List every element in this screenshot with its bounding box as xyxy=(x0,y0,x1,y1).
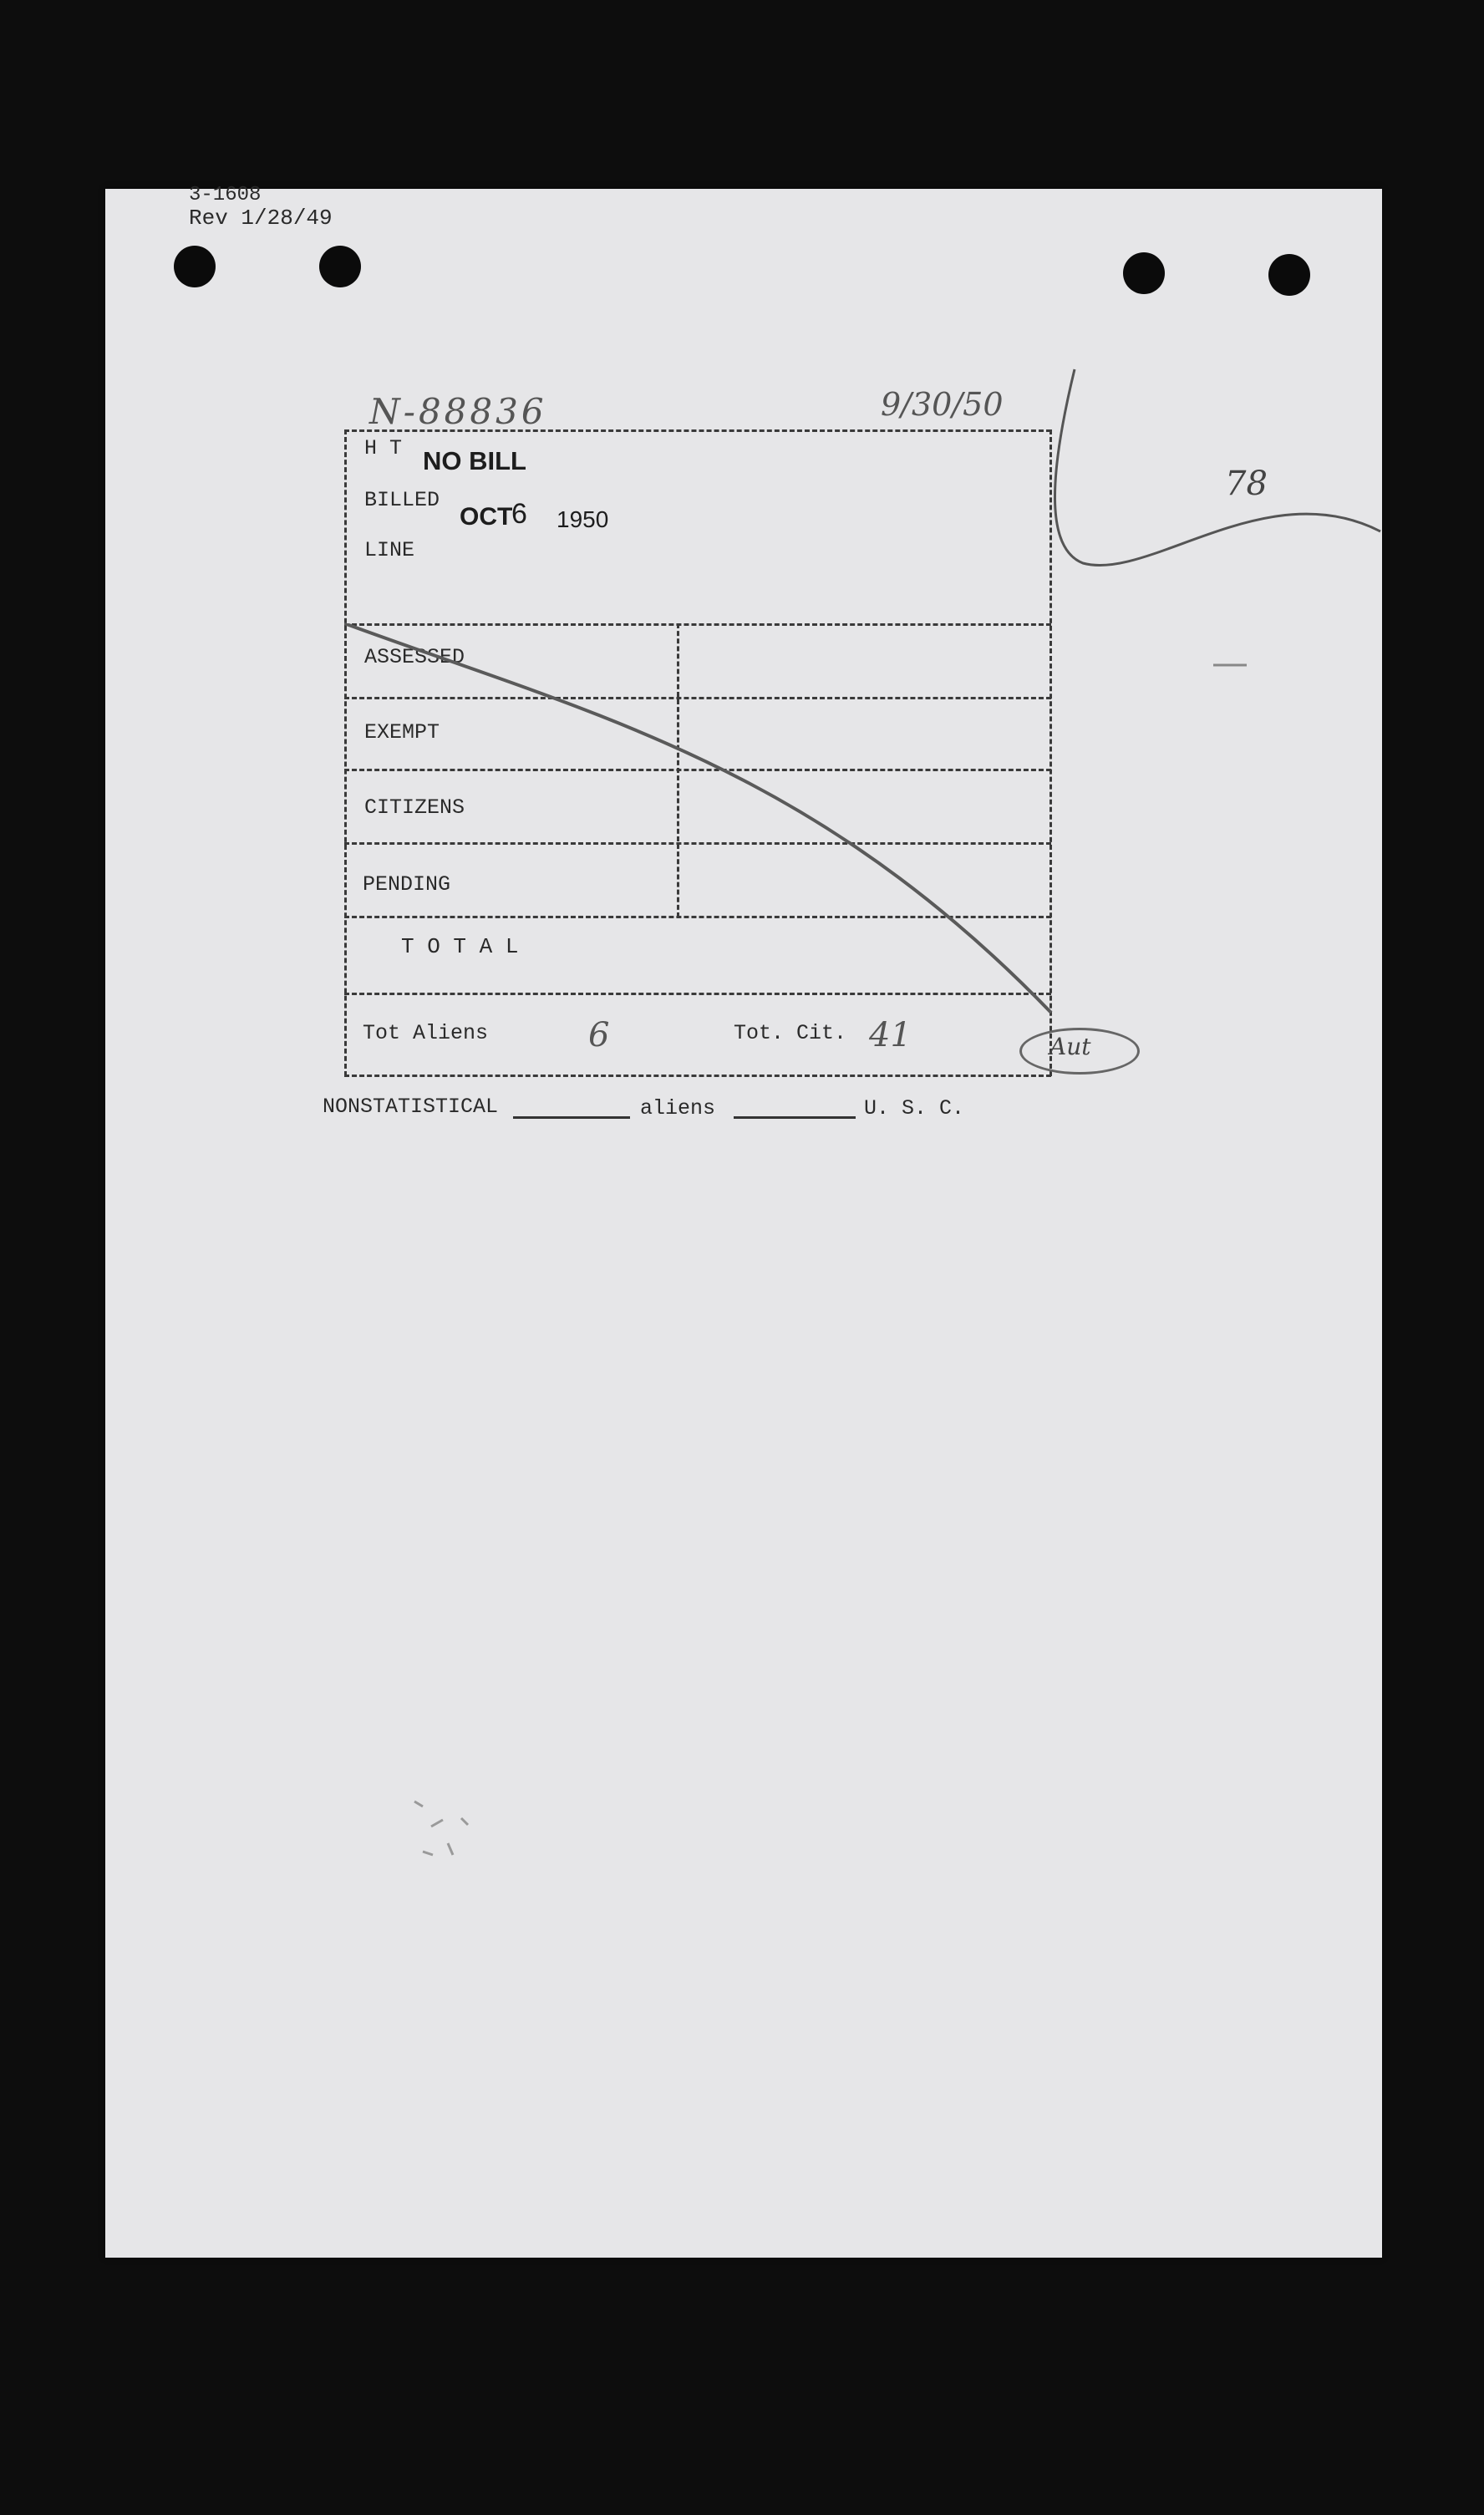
punch-hole xyxy=(174,246,216,287)
tot-aliens-label: Tot Aliens xyxy=(363,1021,489,1045)
file-number: N-88836 xyxy=(369,391,547,432)
row-label-pending: PENDING xyxy=(363,872,451,897)
row-label-assessed: ASSESSED xyxy=(364,645,465,669)
usc-label: U. S. C. xyxy=(864,1096,965,1120)
handwritten-date: 9/30/50 xyxy=(881,386,1004,423)
billed-stamp-day: 6 xyxy=(511,498,527,530)
tot-cit-label: Tot. Cit. xyxy=(734,1021,847,1045)
line-label: LINE xyxy=(364,538,415,562)
initials: Aut xyxy=(1049,1033,1091,1060)
billed-label: BILLED xyxy=(364,488,440,512)
tot-aliens-value: 6 xyxy=(588,1016,610,1054)
punch-hole xyxy=(1268,254,1310,296)
nonstatistical-label: NONSTATISTICAL xyxy=(323,1095,499,1119)
margin-number: 78 xyxy=(1225,465,1268,503)
form-number: 3-1608 xyxy=(189,184,262,206)
margin-bracket-mark xyxy=(1049,339,1382,774)
document-page xyxy=(105,184,1382,2258)
total-label: T O T A L xyxy=(401,934,519,959)
billed-stamp-year: 1950 xyxy=(556,506,609,532)
nonstatistical-blank xyxy=(513,1116,630,1119)
row-label-exempt: EXEMPT xyxy=(364,720,440,744)
billed-stamp-month: OCT xyxy=(460,503,513,531)
smudge-marks xyxy=(381,1768,515,1902)
punch-hole xyxy=(1123,252,1165,294)
no-bill-stamp: NO BILL xyxy=(423,446,526,475)
tot-cit-value: 41 xyxy=(869,1016,912,1054)
punch-hole xyxy=(319,246,361,287)
row-label-citizens: CITIZENS xyxy=(364,795,465,820)
aliens-blank xyxy=(734,1116,856,1119)
ht-label: H T xyxy=(364,436,403,460)
form-revision: Rev 1/28/49 xyxy=(189,206,333,231)
aliens-label: aliens xyxy=(640,1096,716,1120)
